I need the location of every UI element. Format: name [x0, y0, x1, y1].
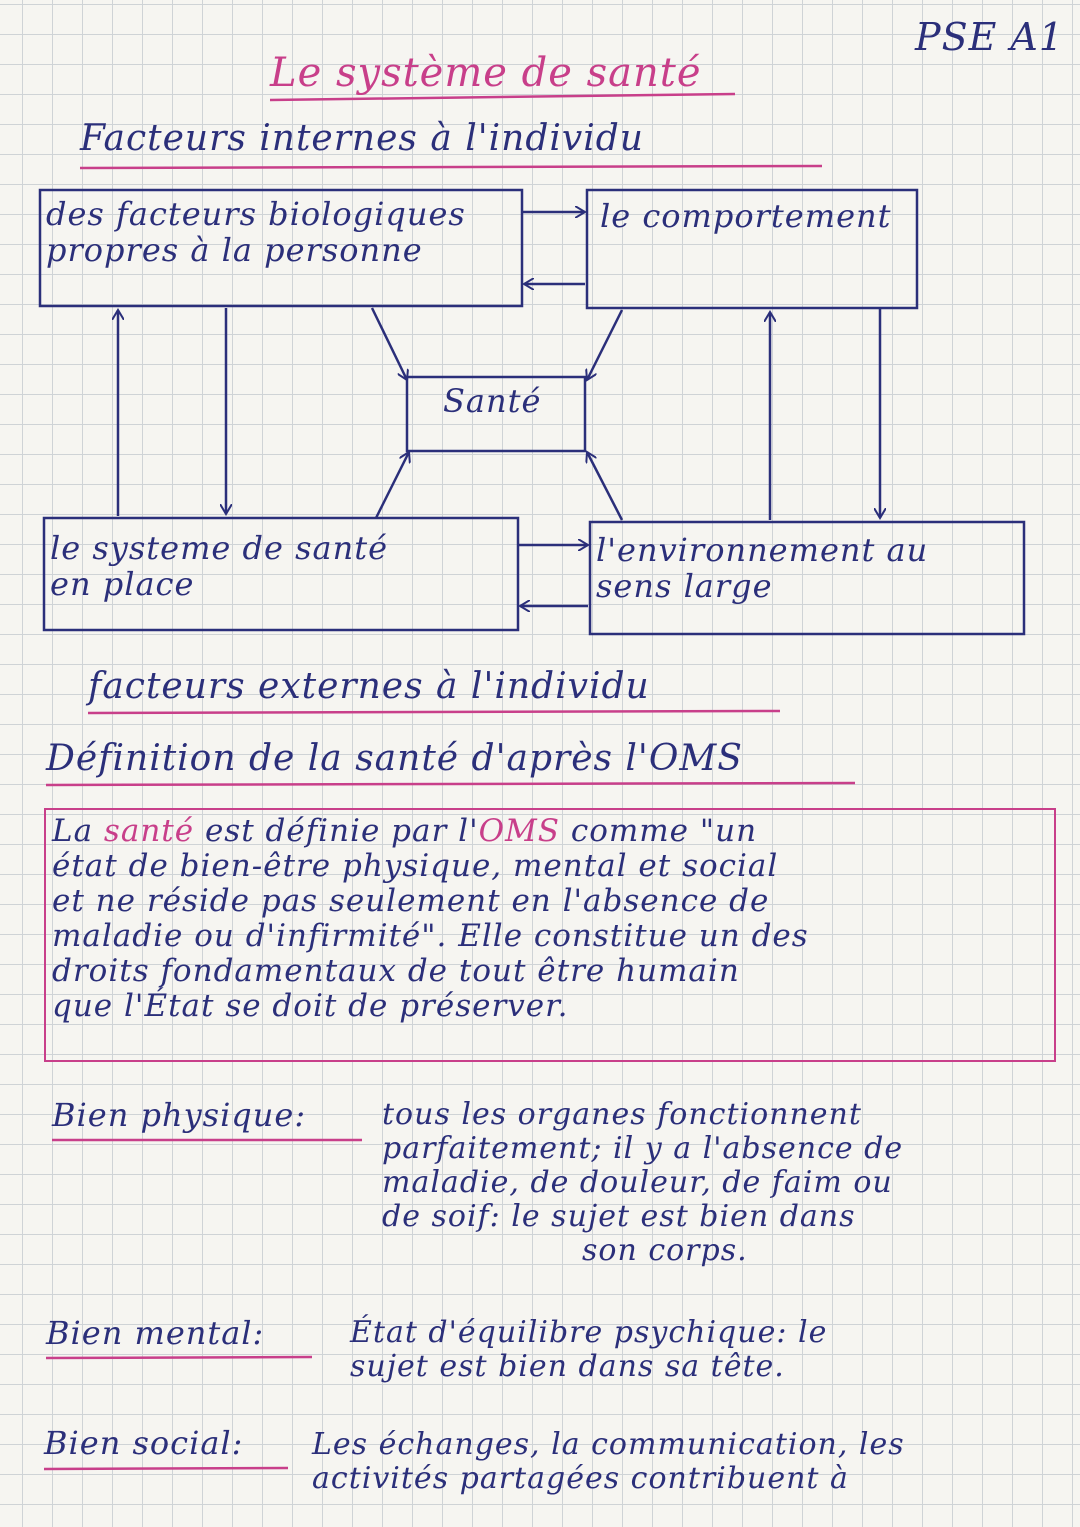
- term-mental-text: [350, 1316, 1050, 1384]
- external-factors-label: facteurs externes à l'individu: [88, 666, 650, 707]
- box-health-text: Santé: [443, 382, 542, 420]
- definition-line-6: que l'État se doit de préserver.: [52, 988, 569, 1024]
- term-physical-line: maladie, de douleur, de faim ou: [382, 1165, 893, 1200]
- box-environment-line2: sens large: [596, 567, 773, 605]
- definition-line-3: et ne réside pas seulement en l'absence de: [52, 883, 770, 919]
- box-biological-text: [46, 196, 466, 268]
- term-physical-line: parfaitement; il y a l'absence de: [382, 1131, 904, 1166]
- highlight-sante: santé: [103, 813, 195, 849]
- term-physical-label: Bien physique:: [52, 1096, 307, 1134]
- box-health-system-line2: en place: [50, 565, 195, 603]
- definition-line-4: maladie ou d'infirmité". Elle constitue un des: [52, 918, 809, 954]
- term-mental-line: État d'équilibre psychique: le: [350, 1315, 828, 1350]
- term-physical-text: [382, 1098, 1042, 1268]
- term-social-line: Les échanges, la communication, les: [312, 1427, 905, 1462]
- internal-factors-label: Facteurs internes à l'individu: [80, 118, 644, 159]
- definition-line-2: état de bien-être physique, mental et social: [52, 848, 779, 884]
- box-biological-line1: des facteurs biologiques: [46, 195, 466, 233]
- box-environment-line1: l'environnement au: [596, 531, 929, 569]
- page-title: Le système de santé: [270, 50, 702, 96]
- box-biological-line2: propres à la personne: [46, 231, 423, 269]
- box-behaviour-text: le comportement: [600, 197, 892, 235]
- term-social-label: Bien social:: [44, 1424, 244, 1462]
- definition-heading: Définition de la santé d'après l'OMS: [46, 738, 743, 779]
- term-mental-line: sujet est bien dans sa tête.: [350, 1349, 785, 1384]
- term-mental-label: Bien mental:: [46, 1314, 265, 1352]
- highlight-oms: OMS: [478, 813, 561, 849]
- box-health-system-text: [50, 530, 388, 602]
- box-environment-text: [596, 532, 928, 604]
- term-physical-line: tous les organes fonctionnent: [382, 1097, 862, 1132]
- term-social-line: activités partagées contribuent à: [312, 1461, 849, 1496]
- term-social-text: [312, 1428, 1052, 1496]
- definition-text: [52, 814, 1052, 1024]
- term-physical-line: de soif: le sujet est bien dans: [382, 1199, 856, 1234]
- definition-line-1: La santé est définie par l'OMS comme "un: [52, 813, 758, 849]
- definition-line-5: droits fondamentaux de tout être humain: [52, 953, 740, 989]
- term-physical-line: son corps.: [582, 1233, 748, 1268]
- page-tag: PSE A1: [915, 15, 1065, 59]
- box-health-system-line1: le systeme de santé: [50, 529, 389, 567]
